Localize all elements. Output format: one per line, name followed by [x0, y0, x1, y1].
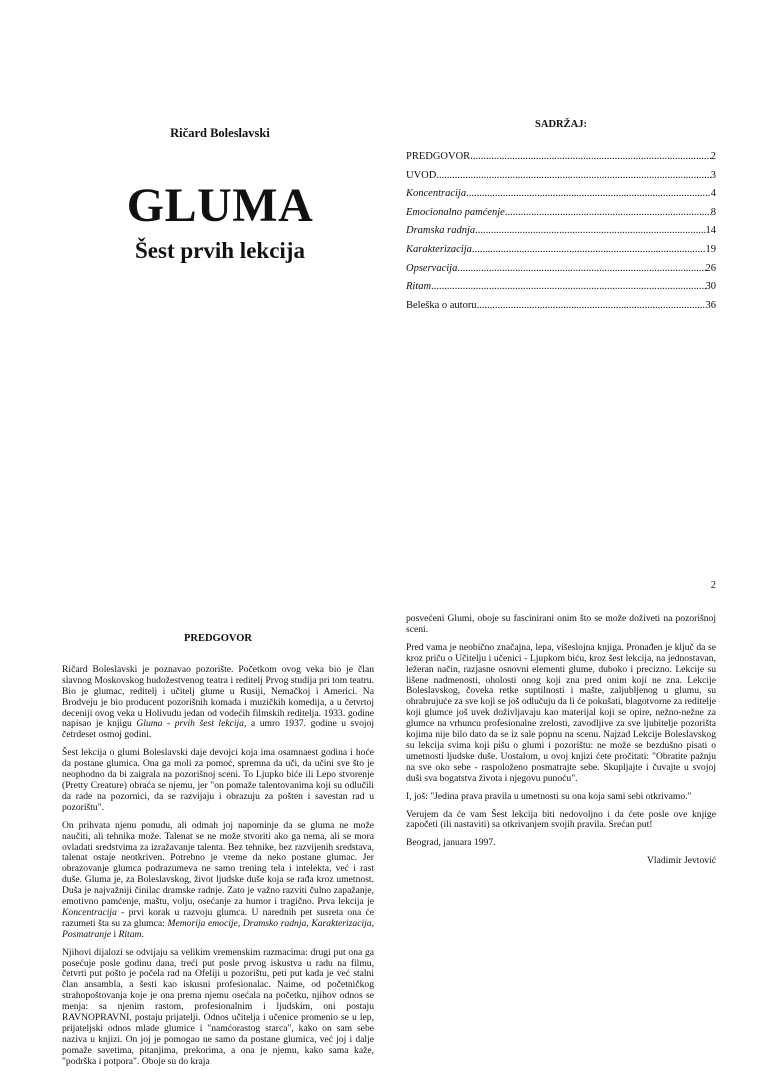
toc-leader	[472, 244, 706, 255]
toc-item[interactable]	[406, 263, 716, 282]
text-run: i	[111, 928, 119, 940]
toc-leader	[477, 300, 706, 311]
text-run: , a umro 1937. godine u svojoj četrdeset osmoj godini.	[62, 718, 375, 741]
toc-item[interactable]	[406, 151, 716, 170]
preface-heading: PREDGOVOR	[183, 633, 253, 644]
toc-item[interactable]	[406, 281, 716, 300]
toc-item-label: Karakterizacija	[406, 243, 472, 255]
toc-leader	[457, 263, 705, 274]
text-run: - prvi korak u razvoju glumca. U narednih pet susreta ona će razumeti šta su za glumca:	[62, 906, 374, 929]
toc-item-page: 2	[710, 151, 716, 162]
page-number: 2	[710, 580, 716, 591]
toc-leader	[431, 281, 705, 292]
toc-heading: SADRŽAJ:	[535, 119, 587, 130]
preface-paragraph: Pred vama je neobično značajna, lepa, višeslojna knjiga. Pronađen je ključ da se kroz priču o Učitelju i učenici - Ljupkom biću, kroz šest lekcija, na jednostavan, ležeran način, razjasne osnovni elementi glume, duboko i precizno. Lekcije su lišene nadmenosti, oholosti onog koji zna pred onim koji ne zna. Lekcije Boleslavskog, čoveka retke suptilnosti i mašte, zaljubljenog u glumu, su ohrabrujuće za sve koji se još odlučuju da li će pokušati, blagotvorne za reditelje koji glumce još uvek doživljavaju kao materijal koji se opire, nežno-nežne za glumce na vrhuncu profesionalne zrelosti, zavodljive za sve ljubitelje pozorišta kojima nije bilo dato da se iz sale popnu na scenu. Najzad Lekcije Boleslavskog su lekcija svima koji pišu o glumi i pozorištu: ne može se bezdušno pisati o umetnosti ljudske duše. Uostalom, u ovoj knjizi ćete pročitati: "Obratite pažnju na sve oko sebe - raspoloženo posmatrajte sebe. Skupljajte i čuvajte u svojoj duši sva bogatstva života i njegovu punoću".	[406, 641, 716, 784]
toc-item-label: Ritam	[406, 281, 432, 293]
preface-paragraph: I, još: "Jedina prava pravila u umetnosti su ona koja sami sebi otkrivamo."	[406, 790, 692, 802]
preface-paragraph: Šest lekcija o glumi Boleslavski daje devojci koja ima osamnaest godina i hoće da postane glumica. Ona ga moli za pomoć, spremna da uči, da učini sve što je neophodno da bi zaigrala na pozorišnoj sceni. To Ljupko biće ili Lepo stvorenje (Pretty Creature) obraća se njemu, jer "on pomaže talentovanima koji su odlučili da rade na pozornici, da se razvijaju i obrazuju za pošten i savestan rad u pozorištu".	[62, 747, 374, 813]
toc-leader	[436, 170, 710, 181]
toc-item-page: 14	[705, 225, 716, 237]
preface-paragraph	[62, 821, 374, 941]
toc-item-page: 30	[705, 281, 716, 293]
preface-paragraph: Njihovi dijalozi se odvijaju sa velikim vremenskim razmacima: drugi put ona ga posećuje posle godinu dana, treći put posle prvog iskustva u radu na filmu, četvrti put pošto je počela rad na Ofeliji u pozorištu, peti put kada je već stalni član ansambla, a šesti kao iskusni profesionalac. Naime, od početničkog strahopoštovanja koje je ona prema njemu osećala na početku, njihov odnos se menja: sa njenim rastom, profesionalnim i ljudskim, oni postaju RAVNOPRAVNI, postaju prijatelji. Odnos učitelja i učenice promenio se u lep, prijateljski odnos mlade glumice i "namćorastog starca", kako on sam sebe naziva u knjizi. On joj je pomogao ne samo da postane glumica, već joj i dalje pomaže savetima, pitanjima, prekorima, a ona je njemu, kako sama kaže, "podrška i potpora". Oboje su do kraja	[62, 946, 374, 1067]
text-run: On prihvata njenu ponudu, ali odmah joj napominje da se gluma ne može naučiti, ali tehnika može. Talenat se ne može stvoriti ako ga nema, ali se mora ovladati sredstvima za izražavanje talenta. Bez tehnike, bez razvijenih sredstava, talenat ostaje neotkriven. Potrebno je vreme da neko postane glumac. Jer obrazovanje glumca podrazumeva ne samo trening tela i intelekta, već i rast duše. Gluma je, za Boleslavskog, život ljudske duše koja se rađa kroz umetnost. Duša je najvažniji činilac dramske radnje. Zato je važno razviti čulno zapažanje, emotivno pamćenje, maštu, volju, osećanje za humor i tragično. Prva lekcija je	[62, 819, 374, 908]
toc-item[interactable]	[406, 300, 716, 319]
toc-item[interactable]	[406, 188, 716, 207]
preface-paragraph: Verujem da će vam Šest lekcija biti nedovoljno i da ćete posle ove knjige započeti (ili nastaviti) sa otkrivanjem svojih pravila. Srećan put!	[406, 808, 716, 831]
toc-item[interactable]	[406, 170, 716, 189]
signature: Vladimir Jevtović	[646, 855, 716, 867]
lesson-name-italic: Koncentracija	[62, 906, 117, 918]
toc-item-page: 19	[705, 243, 716, 255]
toc-leader	[505, 207, 711, 218]
preface-left-column	[62, 620, 374, 1075]
toc-item-label: Dramska radnja	[406, 225, 476, 237]
place-date: Beograd, januara 1997.	[406, 837, 496, 849]
preface-right-column	[406, 614, 716, 874]
toc-item-page: 26	[705, 262, 716, 274]
book-subtitle: Šest prvih lekcija	[135, 238, 305, 263]
lesson-name-italic: Ritam	[118, 928, 142, 940]
toc-item-label: Beleška o autoru	[406, 299, 477, 311]
toc-leader	[466, 188, 711, 199]
preface-paragraph: posvećeni Glumi, oboje su fascinirani onim što se može doživeti na pozorišnoj sceni.	[406, 613, 716, 635]
table-of-contents	[406, 151, 716, 318]
toc-item-page: 4	[710, 188, 716, 200]
book-title-italic: Gluma - prvih šest lekcija	[136, 718, 244, 730]
toc-item-page: 3	[710, 169, 716, 181]
toc-item-label: Opservacija	[406, 262, 458, 274]
toc-leader	[475, 225, 705, 236]
toc-item[interactable]	[406, 244, 716, 263]
toc-leader	[470, 151, 711, 162]
lesson-names-italic: Memorija emocije, Dramsko radnja, Karakterizacija, Posmatranje	[62, 917, 374, 940]
toc-item[interactable]	[406, 225, 716, 244]
text-run: .	[141, 928, 144, 940]
toc-item-label: PREDGOVOR	[406, 151, 471, 162]
toc-item-page: 36	[705, 299, 716, 311]
toc-item-label: UVOD	[406, 169, 437, 181]
preface-paragraph	[62, 665, 374, 741]
book-title: GLUMA	[126, 179, 314, 232]
book-author: Ričard Boleslavski	[170, 126, 270, 140]
text-run: Ričard Boleslavski je poznavao pozorište. Početkom ovog veka bio je član slavnog Moskovskog hudožestvenog teatra i reditelj Prvog studija pri tom teatru. Bio je glumac, reditelj i učitelj glume u Rusiji, Nemačkoj i Americi. Na Brodveju je bio producent pozorišnih komada i muzičkih komedija, a u četvrtoj deceniji ovog veka u Holivudu jedan od vodećih filmskih reditelja. 1933. godine napisao je knjigu	[62, 663, 374, 730]
toc-item-page: 8	[710, 206, 716, 218]
toc-item-label: Emocionalno pamćenje	[406, 206, 505, 218]
toc-item[interactable]	[406, 207, 716, 226]
toc-item-label: Koncentracija	[406, 188, 467, 200]
